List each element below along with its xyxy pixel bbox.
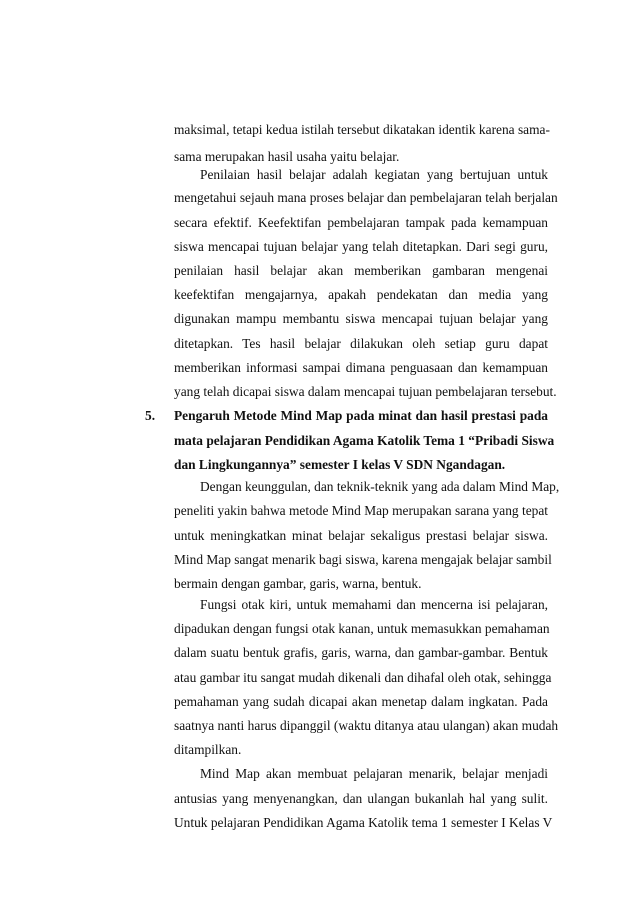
text-line: Mind Map sangat menarik bagi siswa, karena mengajak belajar sambil: [174, 552, 552, 567]
text-line: Fungsi otak kiri, untuk memahami dan mencerna isi pelajaran,: [200, 597, 548, 612]
text-line: saatnya nanti harus dipanggil (waktu ditanya atau ulangan) akan mudah: [174, 718, 559, 733]
text-line: memberikan informasi sampai dimana penguasaan dan kemampuan: [174, 360, 548, 375]
text-line: ditetapkan. Tes hasil belajar dilakukan oleh setiap guru dapat: [174, 336, 548, 351]
text-line: sama merupakan hasil usaha yaitu belajar.: [174, 149, 400, 164]
text-line: siswa mencapai tujuan belajar yang telah ditetapkan. Dari segi guru,: [174, 239, 548, 254]
text-line: dipadukan dengan fungsi otak kanan, untuk memasukkan pemahaman: [174, 621, 550, 636]
text-line: Penilaian hasil belajar adalah kegiatan yang bertujuan untuk: [200, 167, 548, 182]
text-line: ditampilkan.: [174, 742, 242, 757]
text-line: bermain dengan gambar, garis, warna, bentuk.: [174, 576, 422, 591]
section-heading-line: Pengaruh Metode Mind Map pada minat dan hasil prestasi pada: [174, 408, 548, 423]
section-heading-line: mata pelajaran Pendidikan Agama Katolik Tema 1 “Pribadi Siswa: [174, 433, 555, 448]
text-line: Dengan keunggulan, dan teknik-teknik yang ada dalam Mind Map,: [200, 479, 560, 494]
section-heading-line: dan Lingkungannya” semester I kelas V SDN Ngandagan.: [174, 457, 506, 472]
text-line: dalam suatu bentuk grafis, garis, warna, dan gambar-gambar. Bentuk: [174, 645, 548, 660]
text-line: mengetahui sejauh mana proses belajar dan pembelajaran telah berjalan: [174, 190, 558, 205]
text-line: secara efektif. Keefektifan pembelajaran tampak pada kemampuan: [174, 215, 548, 230]
text-line: maksimal, tetapi kedua istilah tersebut dikatakan identik karena sama-: [174, 122, 550, 137]
text-line: pemahaman yang sudah dicapai akan menetap dalam ingkatan. Pada: [174, 694, 548, 709]
text-line: Untuk pelajaran Pendidikan Agama Katolik tema 1 semester I Kelas V: [174, 815, 553, 830]
section-number: 5.: [145, 408, 156, 423]
text-line: peneliti yakin bahwa metode Mind Map merupakan sarana yang tepat: [174, 503, 548, 518]
text-line: digunakan mampu membantu siswa mencapai tujuan belajar yang: [174, 311, 548, 326]
text-line: penilaian hasil belajar akan memberikan gambaran mengenai: [174, 263, 548, 278]
text-line: antusias yang menyenangkan, dan ulangan bukanlah hal yang sulit.: [174, 791, 548, 806]
text-line: yang telah dicapai siswa dalam mencapai tujuan pembelajaran tersebut.: [174, 384, 557, 399]
text-line: untuk meningkatkan minat belajar sekaligus prestasi belajar siswa.: [174, 528, 548, 543]
text-line: keefektifan mengajarnya, apakah pendekatan dan media yang: [174, 287, 548, 302]
text-line: atau gambar itu sangat mudah dikenali dan dihafal oleh otak, sehingga: [174, 670, 552, 685]
text-line: Mind Map akan membuat pelajaran menarik, belajar menjadi: [200, 766, 548, 781]
